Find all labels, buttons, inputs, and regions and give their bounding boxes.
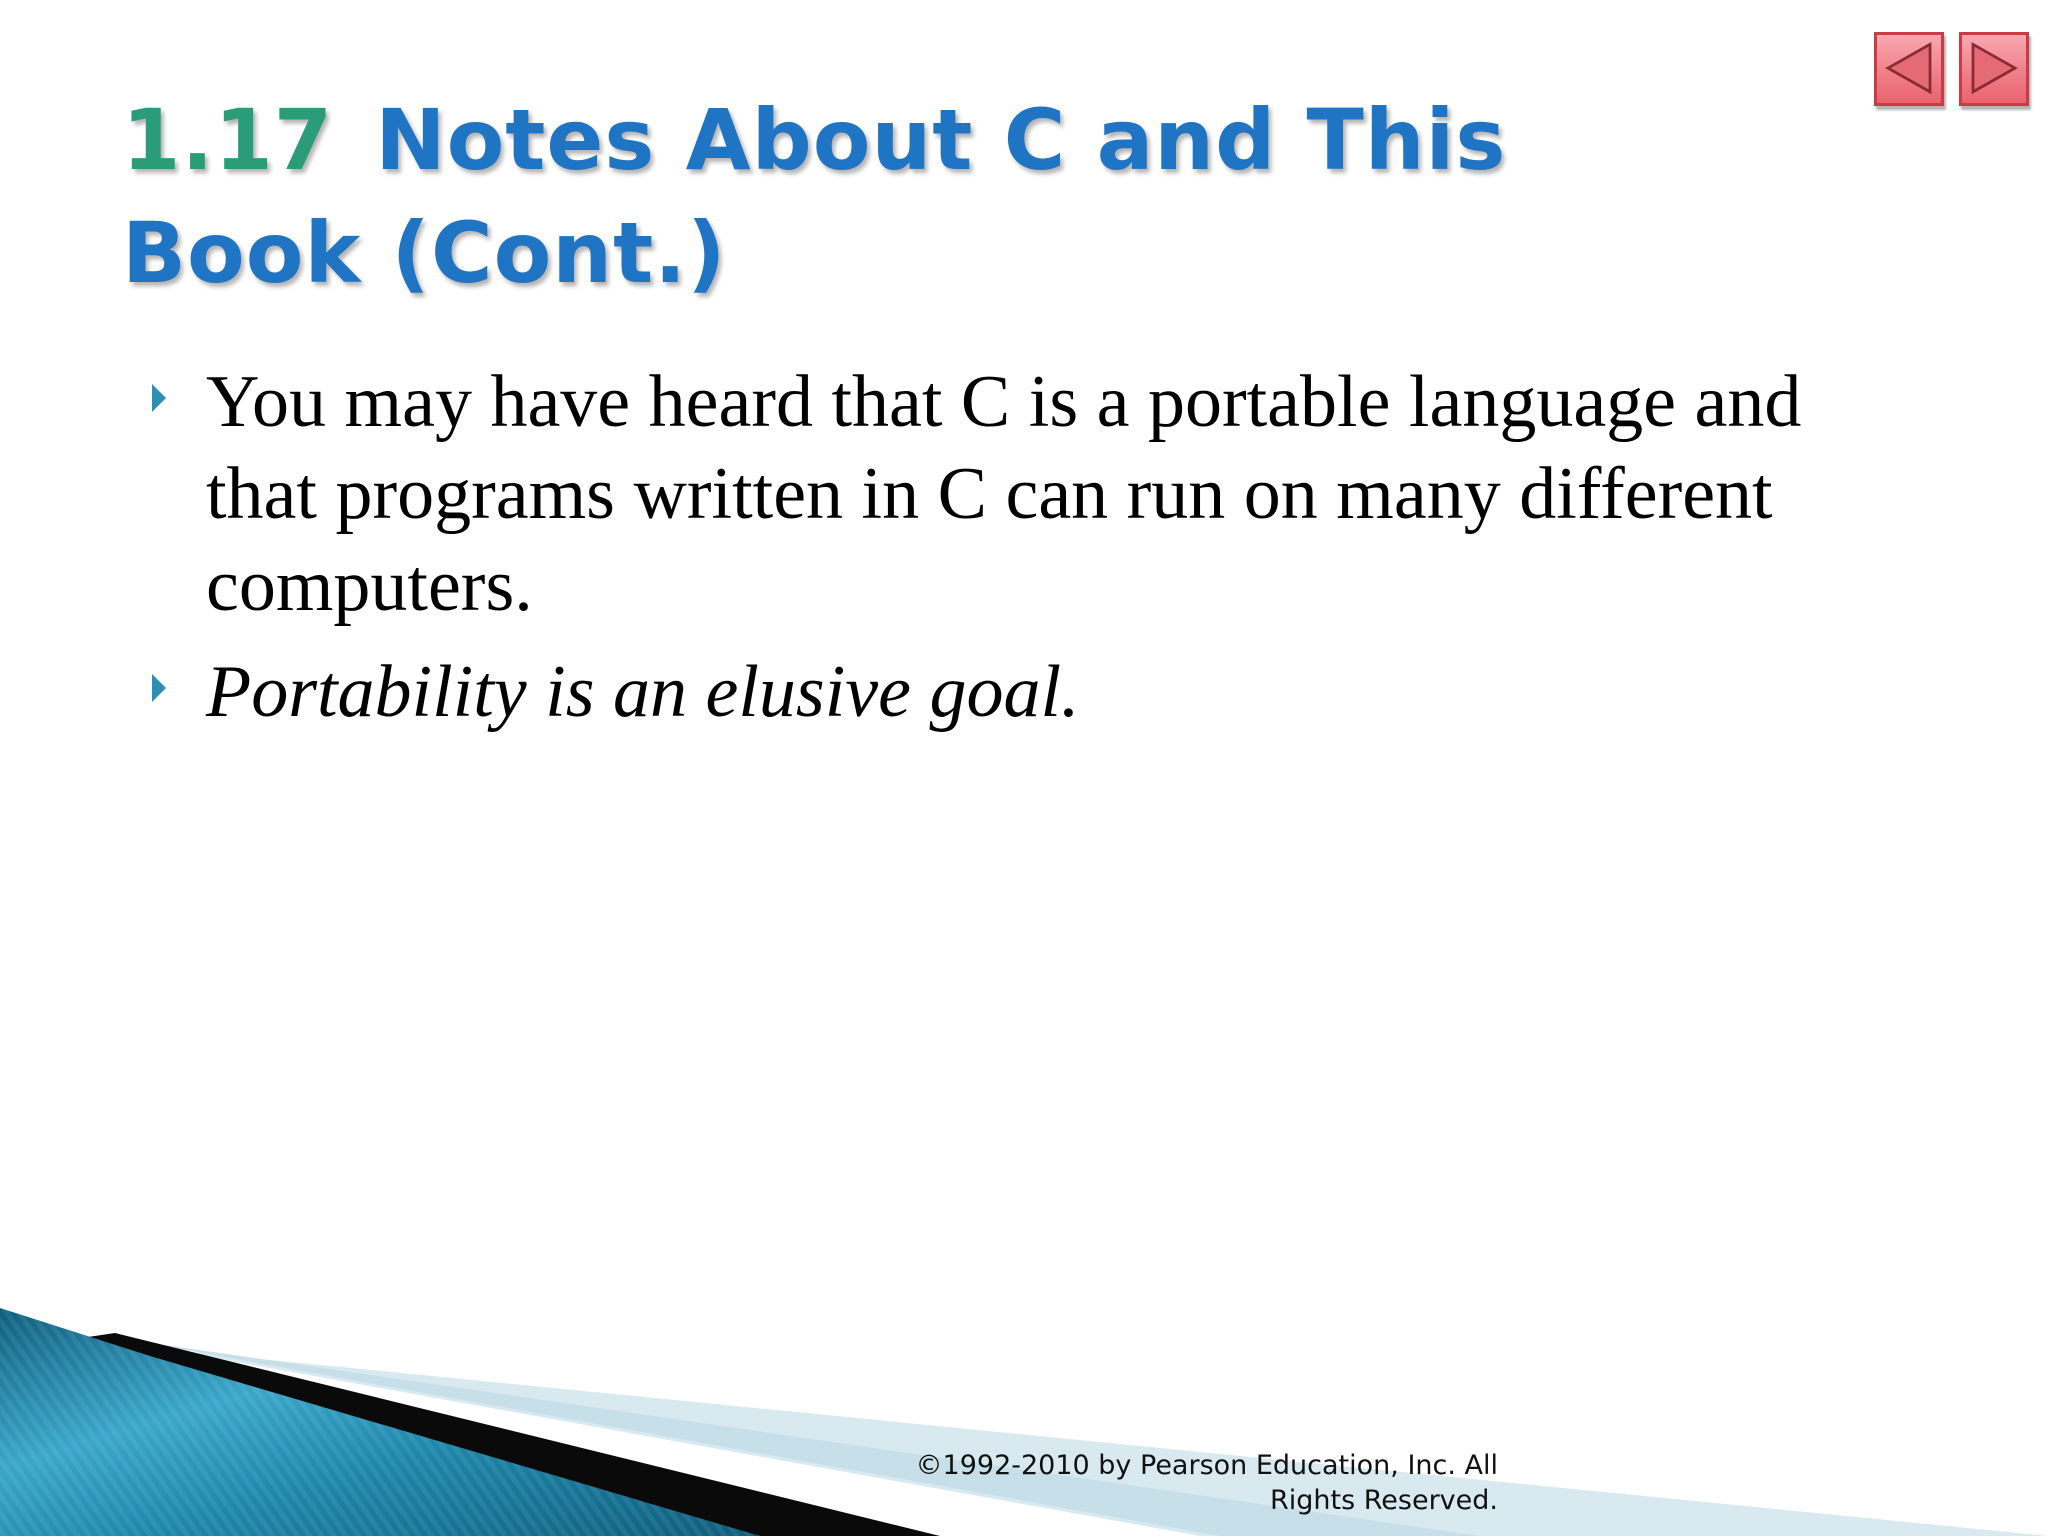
next-slide-button[interactable] [1959,32,2029,106]
slide-title [122,84,1682,310]
bullet-text: Portability is an elusive goal. [206,651,1080,733]
bullet-item [150,356,1910,632]
previous-slide-button[interactable] [1874,32,1944,106]
bullet-item [150,646,1910,738]
bullet-list [150,356,1910,738]
section-number: 1.17 [122,91,334,189]
bullet-arrow-icon [152,674,166,702]
copyright-line-1: ©1992-2010 by Pearson Education, Inc. All [915,1450,1498,1481]
bullet-arrow-icon [152,384,166,412]
copyright-notice [880,1448,1498,1518]
copyright-line-2: Rights Reserved. [1270,1485,1498,1516]
title-text: Notes About C and This Book (Cont.) [122,91,1507,302]
bullet-text: You may have heard that C is a portable language and that programs written in C can run on many different computers. [206,361,1802,627]
